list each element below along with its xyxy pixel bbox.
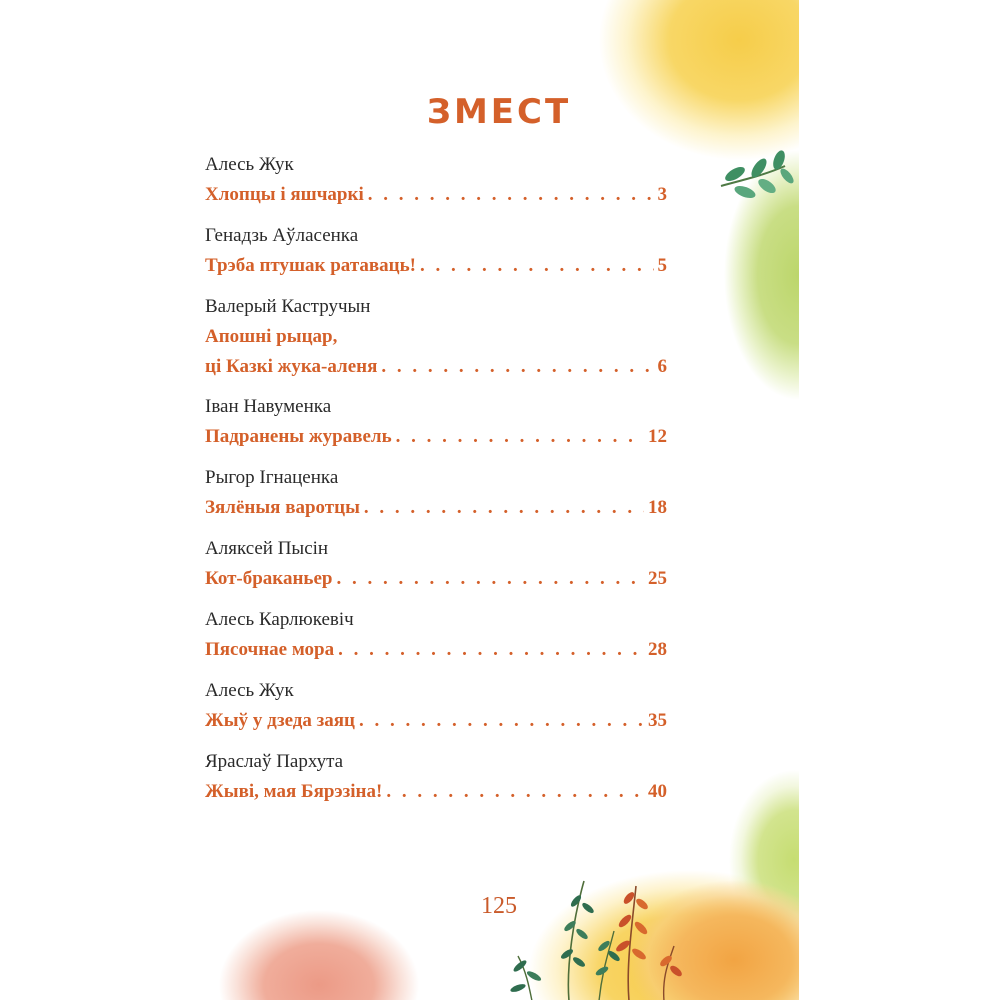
toc-author: Генадзь Аўласенка	[205, 225, 359, 246]
toc-leader-dots	[336, 564, 644, 594]
toc-entry	[205, 292, 667, 392]
toc-page-number: 25	[648, 568, 667, 589]
toc-page-number: 40	[648, 781, 667, 802]
toc-leader-dots	[359, 706, 644, 736]
toc-page-number: 12	[648, 426, 667, 447]
toc-story-title: Хлопцы і яшчаркі	[205, 184, 364, 205]
toc-story-line[interactable]	[205, 493, 667, 523]
page-number: 125	[481, 893, 517, 919]
toc-story-line[interactable]	[205, 706, 667, 736]
toc-page-number: 6	[657, 356, 667, 377]
toc-page-number: 18	[648, 497, 667, 518]
toc-author: Яраслаў Пархута	[205, 751, 344, 772]
toc-entry	[205, 676, 667, 747]
toc-story-line[interactable]	[205, 564, 667, 594]
toc-story-line[interactable]	[205, 422, 667, 452]
toc-entry	[205, 221, 667, 292]
toc-entry	[205, 747, 667, 818]
toc-page-number: 35	[648, 710, 667, 731]
toc-story-title: Трэба птушак ратаваць!	[205, 255, 416, 276]
toc-leader-dots	[338, 635, 644, 665]
toc-story-line[interactable]	[205, 352, 667, 382]
toc-story-title: Пясочнае мора	[205, 639, 335, 660]
leaf-sprig-icon	[717, 148, 797, 208]
toc-author: Алесь Жук	[205, 680, 294, 701]
toc-entry	[205, 150, 667, 221]
toc-author: Аляксей Пысін	[205, 538, 329, 559]
toc-story-title: Кот-браканьер	[205, 568, 333, 589]
toc-story-line[interactable]	[205, 251, 667, 281]
book-page	[199, 0, 799, 1000]
toc-story-title: ці Казкі жука-аленя	[205, 356, 378, 377]
toc-story-title: Падранены журавель	[205, 426, 392, 447]
toc-leader-dots	[368, 180, 654, 210]
toc-author: Іван Навуменка	[205, 396, 332, 417]
toc-story-line[interactable]	[205, 322, 667, 352]
toc-author: Рыгор Ігнаценка	[205, 467, 339, 488]
toc-story-title: Жыў у дзеда заяц	[205, 710, 356, 731]
page-title: ЗМЕСТ	[426, 92, 572, 132]
toc-leader-dots	[386, 777, 644, 807]
toc-entry	[205, 534, 667, 605]
toc-entry	[205, 605, 667, 676]
toc-page-number: 28	[648, 639, 667, 660]
toc-story-title: Жыві, мая Бярэзіна!	[205, 781, 383, 802]
watercolor-pink-bottom	[219, 910, 419, 1000]
toc-story-title: Зялёныя варотцы	[205, 497, 360, 518]
toc-story-title: Апошні рыцар,	[205, 326, 338, 347]
toc-page-number: 3	[657, 184, 667, 205]
toc-page-number: 5	[657, 255, 667, 276]
toc-author: Алесь Жук	[205, 154, 294, 175]
toc-leader-dots	[381, 352, 653, 382]
toc-leader-dots	[420, 251, 654, 281]
toc-story-line[interactable]	[205, 777, 667, 807]
table-of-contents	[205, 150, 667, 818]
toc-author: Алесь Карлюкевіч	[205, 609, 354, 630]
watercolor-yellow-top	[599, 0, 799, 160]
toc-leader-dots	[396, 422, 644, 452]
toc-author: Валерый Кастручын	[205, 296, 371, 317]
toc-story-line[interactable]	[205, 180, 667, 210]
toc-entry	[205, 392, 667, 463]
toc-leader-dots	[364, 493, 644, 523]
toc-story-line[interactable]	[205, 635, 667, 665]
toc-entry	[205, 463, 667, 534]
